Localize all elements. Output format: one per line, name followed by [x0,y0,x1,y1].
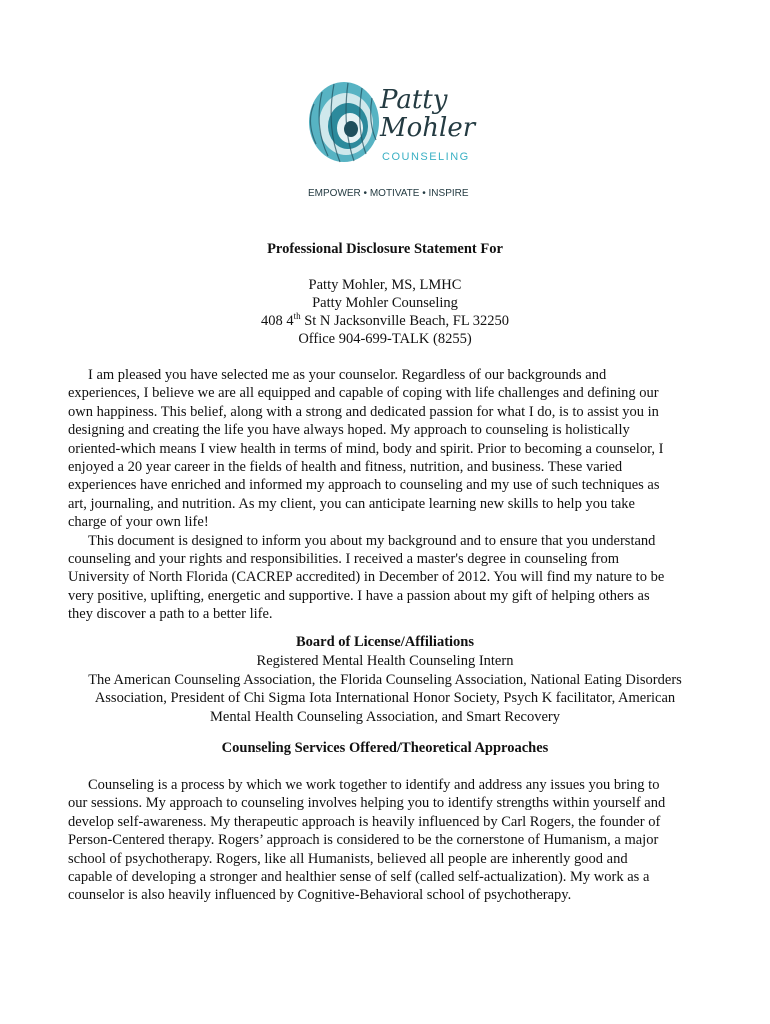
paragraph-line: very positive, uplifting, energetic and supportive. I have a passion about my gift of helping others as [68,587,650,604]
paragraph-line: counselor is also heavily influenced by Cognitive-Behavioral school of psychotherapy. [68,887,572,904]
address-rest: St N Jacksonville Beach, FL 32250 [300,313,510,329]
document-title: Professional Disclosure Statement For [267,241,503,257]
shell-logo-icon [300,74,480,204]
board-affiliations [60,652,710,726]
logo-line-2: Mohler [380,113,476,143]
paragraph-line: This document is designed to inform you about my background and to ensure that you understand [88,532,656,549]
affiliation-line: Mental Health Counseling Association, and Smart Recovery [210,708,560,725]
address-number: 408 4 [260,313,294,329]
paragraph-line: they discover a path to a better life. [68,606,273,623]
logo-tagline: EMPOWER • MOTIVATE • INSPIRE [308,188,469,199]
logo-line-3: COUNSELING [382,151,470,163]
paragraph-line: designing and creating the life you have always hoped. My approach to counseling is holistically [68,422,630,439]
paragraph-line: oriented-which means I view health in terms of mind, body and spirit. Prior to becoming a counselor, I [68,440,664,457]
contact-office-phone: Office 904-699-TALK (8255) [298,331,472,347]
paragraph-line: Person-Centered therapy. Rogers’ approach is considered to be the cornerstone of Humanism, a major [68,832,659,849]
paragraph-line: our sessions. My approach to counseling involves helping you to identify strengths within yourself and [68,795,666,812]
logo-line-1: Patty [380,85,448,115]
board-heading: Board of License/Affiliations [295,634,475,650]
paragraph-line: experiences have enriched and informed my approach to counseling and my use of such techniques as [68,477,660,494]
contact-practice: Patty Mohler Counseling [312,295,458,311]
logo [300,74,480,204]
paragraph-line: school of psychotherapy. Rogers, like all Humanists, believed all people are inherently good and [68,850,628,867]
paragraph-line: art, journaling, and nutrition. As my client, you can anticipate learning new skills to help you take [68,495,635,512]
paragraph-line: enjoyed a 20 year career in the fields of health and fitness, nutrition, and business. These varied [68,459,623,476]
contact-name: Patty Mohler, MS, LMHC [308,277,462,293]
services-paragraph [68,776,708,905]
affiliation-line: Association, President of Chi Sigma Iota International Honor Society, Psych K facilitator, American [94,690,676,706]
paragraph-line: capable of developing a stronger and healthier sense of self (called self-actualization). My work as a [68,869,650,886]
services-heading: Counseling Services Offered/Theoretical Approaches [221,740,549,756]
affiliation-line: Registered Mental Health Counseling Intern [256,653,514,669]
paragraph-line: own happiness. This belief, along with a strong and dedicated passion for what I do, is to assist you in [68,403,659,420]
address-superscript: th [293,311,301,322]
paragraph-line: experiences, I believe we are all equipped and capable of coping with life challenges and defining our [68,385,659,402]
paragraph-line: develop self-awareness. My therapeutic approach is heavily influenced by Carl Rogers, the founder of [68,813,661,830]
affiliation-line: The American Counseling Association, the Florida Counseling Association, National Eating Disorders [88,671,682,688]
paragraph-line: Counseling is a process by which we work together to identify and address any issues you bring to [88,777,660,793]
paragraph-line: charge of your own life! [68,514,209,531]
paragraph-line: I am pleased you have selected me as your counselor. Regardless of our backgrounds and [88,367,607,383]
paragraph-line: counseling and your rights and responsibilities. I received a master's degree in counseling from [68,551,620,568]
contact-address [0,313,770,330]
intro-paragraph [68,366,708,624]
paragraph-line: University of North Florida (CACREP accredited) in December of 2012. You will find my nature to be [68,569,665,586]
